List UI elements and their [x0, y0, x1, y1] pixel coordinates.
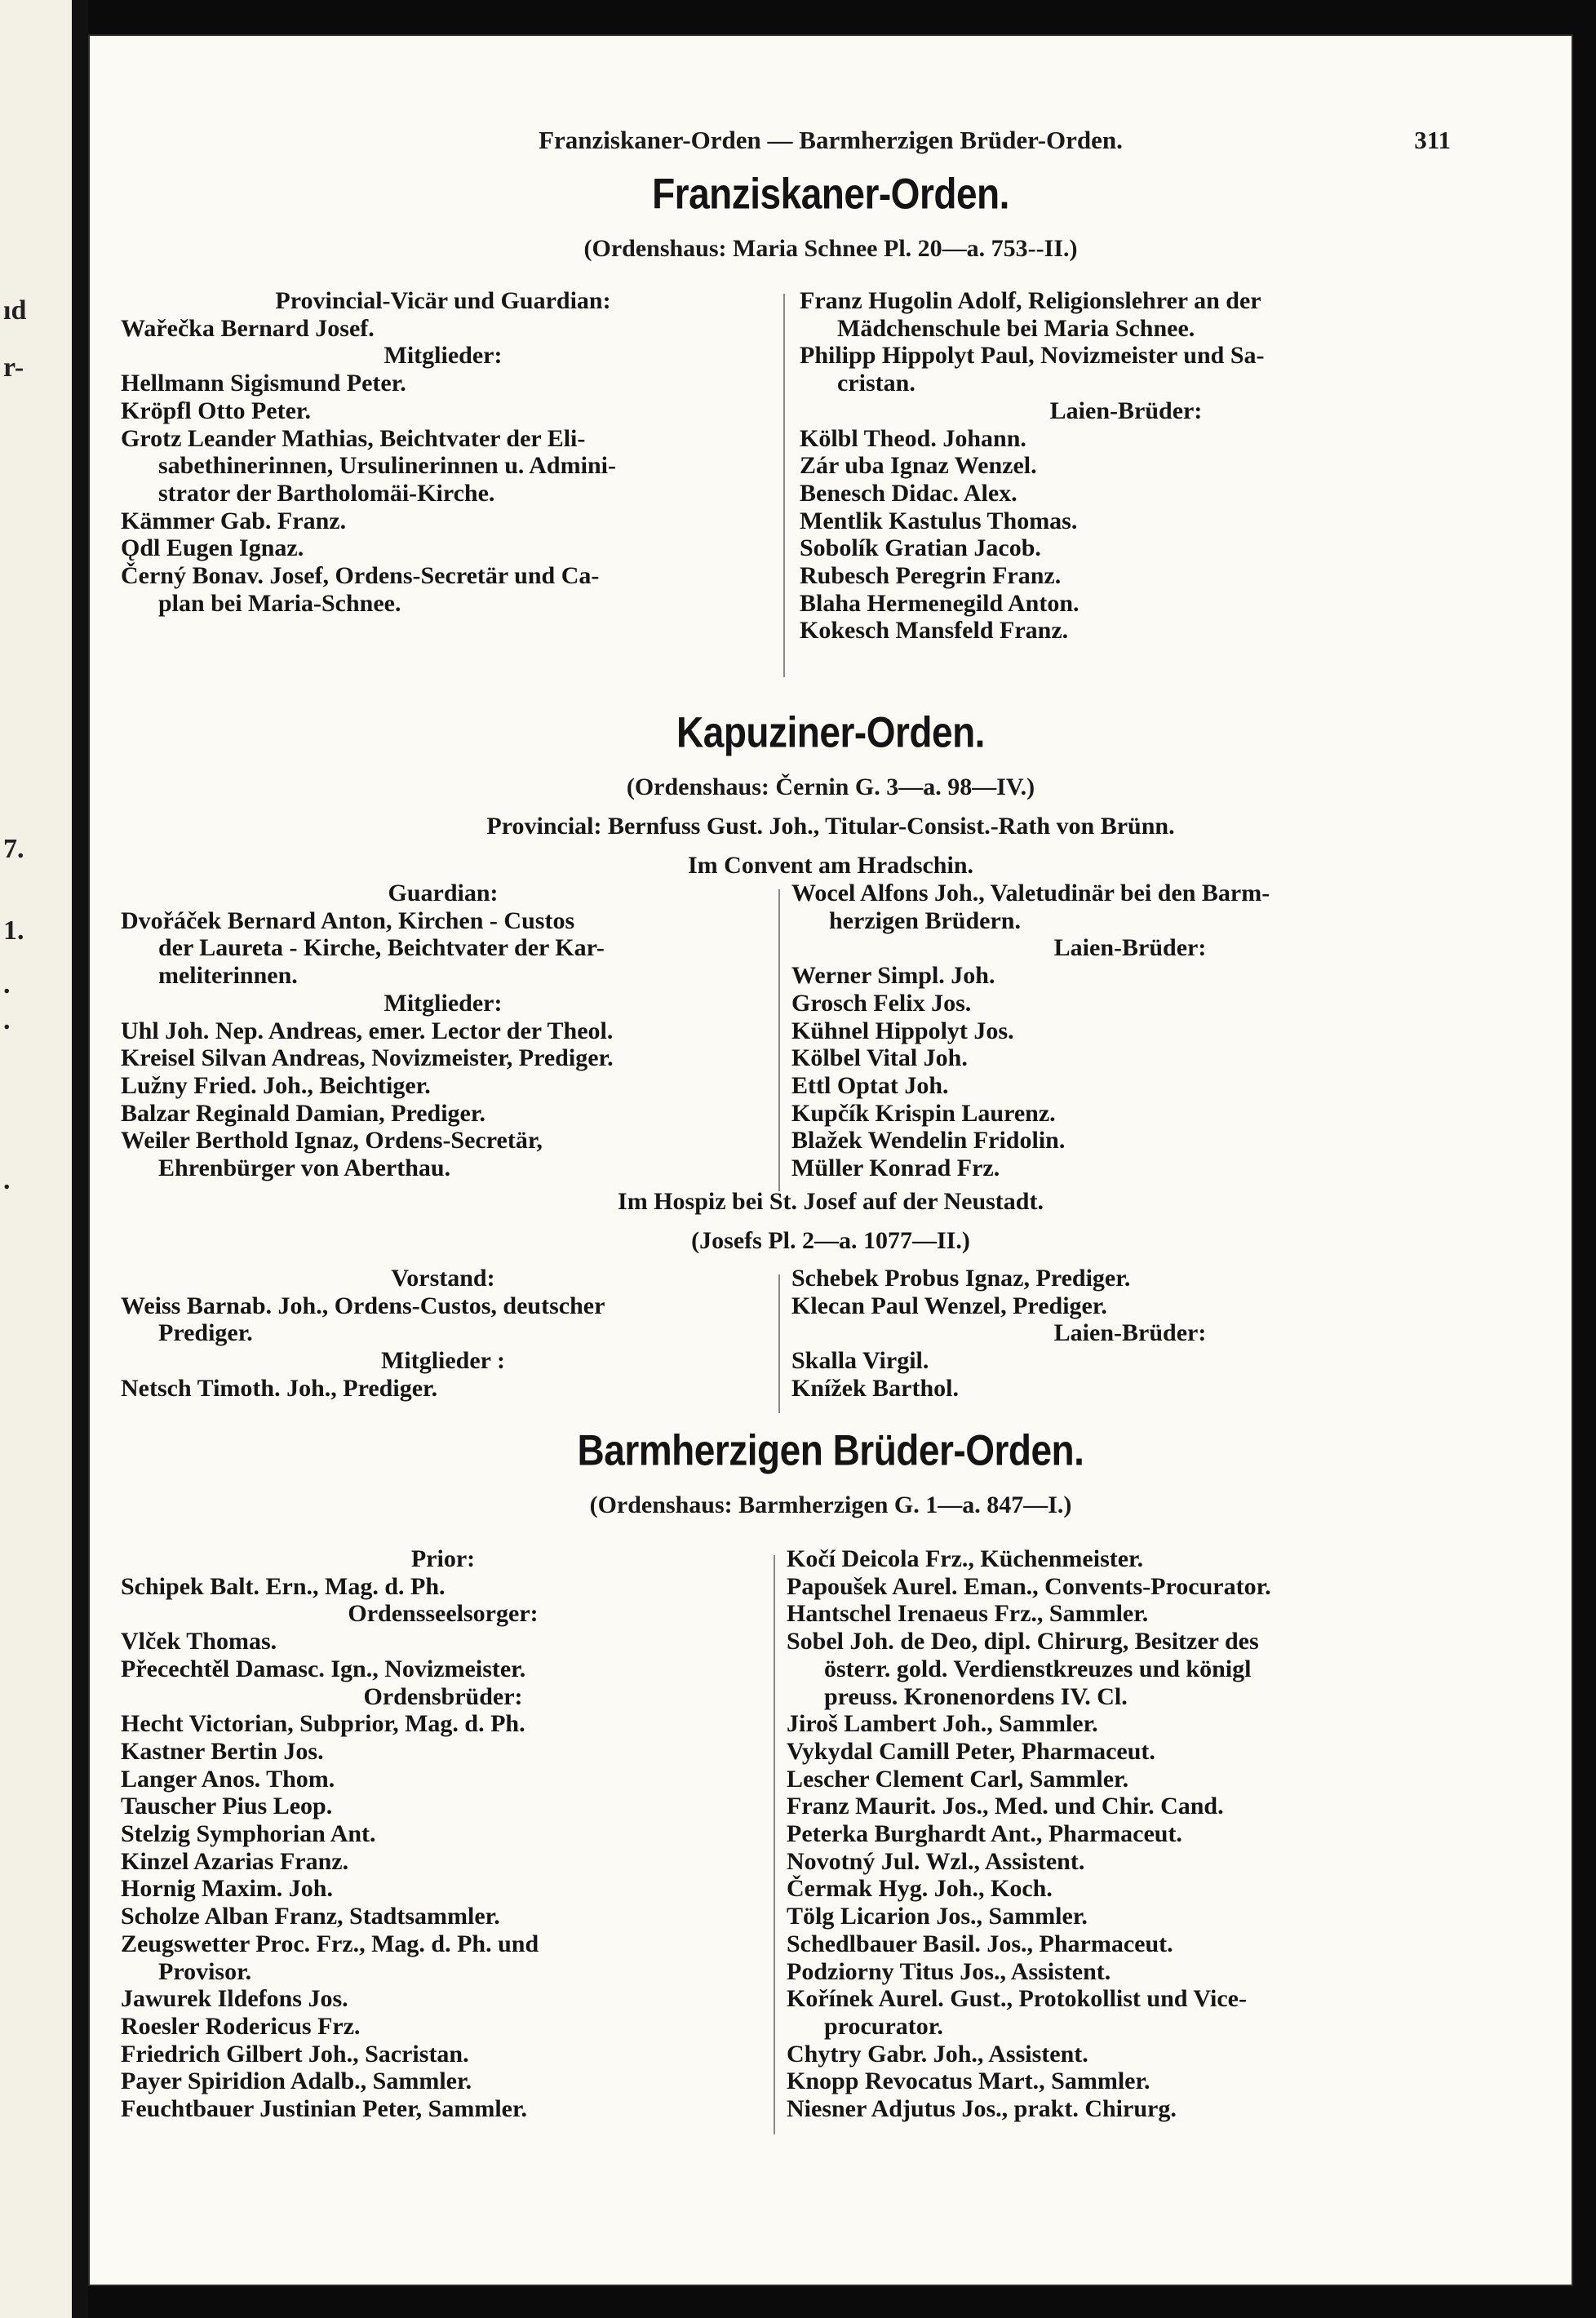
column-divider	[783, 294, 785, 677]
entry-continuation: meliterinnen.	[158, 962, 298, 990]
entry: Ettl Optat Joh.	[791, 1071, 949, 1099]
barmherzigen-left-column	[121, 1545, 765, 2123]
entry: Zeugswetter Proc. Frz., Mag. d. Ph. und	[121, 1930, 539, 1957]
kapuziner-left-column	[121, 880, 765, 1182]
subhead: Vorstand:	[391, 1265, 495, 1292]
entry-continuation: Ehrenbürger von Aberthau.	[158, 1155, 451, 1182]
entry: Stelzig Symphorian Ant.	[121, 1820, 376, 1848]
provincial-line: Provincial: Bernfuss Gust. Joh., Titular-Consist.-Rath von Brünn.	[486, 813, 1175, 840]
entry-continuation: strator der Bartholomäi-Kirche.	[158, 479, 495, 507]
entry-continuation: österr. gold. Verdienstkreuzes und königl	[824, 1655, 1252, 1682]
entry: Vykydal Camill Peter, Pharmaceut.	[787, 1737, 1155, 1765]
hospiz-left-column	[121, 1265, 765, 1403]
subhead: Mitglieder:	[383, 342, 503, 370]
entry: Franz Maurit. Jos., Med. und Chir. Cand.	[787, 1793, 1224, 1820]
entry: Kühnel Hippolyt Jos.	[791, 1017, 1014, 1044]
section-address-barmherzigen: (Ordenshaus: Barmherzigen G. 1—a. 847—I.)	[589, 1491, 1072, 1518]
hospiz-right-column	[791, 1265, 1469, 1403]
hospiz-heading: Im Hospiz bei St. Josef auf der Neustadt.	[618, 1188, 1044, 1215]
entry: Kořínek Aurel. Gust., Protokollist und Vice-	[787, 1985, 1247, 2013]
entry: Čermak Hyg. Joh., Koch.	[787, 1875, 1053, 1903]
column-divider	[778, 1274, 780, 1413]
entry: Peterka Burghardt Ant., Pharmaceut.	[787, 1820, 1182, 1848]
section-title-franziskaner: Franziskaner-Orden.	[652, 169, 1009, 218]
page-gutter	[72, 0, 88, 2318]
entry: Lescher Clement Carl, Sammler.	[787, 1765, 1129, 1793]
entry: Roesler Rodericus Frz.	[121, 2012, 361, 2040]
section-title-kapuziner: Kapuziner-Orden.	[676, 707, 985, 756]
entry: Knopp Revocatus Mart., Sammler.	[787, 2068, 1150, 2095]
margin-fragment: 7.	[3, 834, 24, 864]
entry: Schebek Probus Ignaz, Prediger.	[791, 1265, 1131, 1292]
entry: Klecan Paul Wenzel, Prediger.	[791, 1292, 1107, 1319]
entry: Grotz Leander Mathias, Beichtvater der Eli-	[121, 424, 586, 452]
entry: Balzar Reginald Damian, Prediger.	[121, 1099, 485, 1127]
entry: Ǫdl Eugen Ignaz.	[121, 534, 304, 562]
entry: Franz Hugolin Adolf, Religionslehrer an der	[800, 287, 1261, 314]
entry: Blaha Hermenegild Anton.	[800, 589, 1080, 617]
subhead: Provincial-Vicär und Guardian:	[275, 287, 611, 314]
subhead: Ordensbrüder:	[363, 1682, 523, 1710]
entry: Uhl Joh. Nep. Andreas, emer. Lector der Theol.	[121, 1017, 614, 1044]
entry-continuation: plan bei Maria-Schnee.	[158, 589, 401, 617]
entry-continuation: preuss. Kronenordens IV. Cl.	[824, 1682, 1128, 1710]
entry-continuation: Mädchenschule bei Maria Schnee.	[837, 314, 1195, 342]
entry: Grosch Felix Jos.	[791, 989, 972, 1017]
entry-continuation: sabethinerinnen, Ursulinerinnen u. Admini-	[158, 452, 616, 480]
entry-continuation: procurator.	[824, 2012, 943, 2040]
entry: Scholze Alban Franz, Stadtsammler.	[121, 1903, 500, 1930]
entry: Kröpfl Otto Peter.	[121, 397, 311, 424]
franziskaner-left-column	[121, 287, 765, 617]
entry: Wocel Alfons Joh., Valetudinär bei den Barm-	[791, 880, 1270, 906]
entry: Chytry Gabr. Joh., Assistent.	[787, 2040, 1088, 2068]
entry-continuation: cristan.	[837, 370, 915, 397]
entry: Mentlik Kastulus Thomas.	[800, 507, 1078, 534]
kapuziner-right-column	[791, 880, 1469, 1182]
entry: Kinzel Azarias Franz.	[121, 1847, 349, 1875]
column-divider	[774, 1555, 775, 2134]
margin-fragment: .	[3, 969, 11, 999]
adjacent-page-strip	[0, 0, 72, 2318]
entry: Přecechtěl Damasc. Ign., Novizmeister.	[121, 1655, 526, 1682]
subhead: Ordensseelsorger:	[348, 1600, 539, 1628]
subhead: Laien-Brüder:	[1053, 1319, 1207, 1347]
entry: Jiroš Lambert Joh., Sammler.	[787, 1710, 1098, 1738]
barmherzigen-right-column	[787, 1545, 1464, 2123]
entry: Müller Konrad Frz.	[791, 1155, 1000, 1182]
subhead: Mitglieder :	[381, 1347, 505, 1375]
entry: Skalla Virgil.	[791, 1347, 929, 1375]
margin-fragment: .	[3, 1005, 11, 1035]
subhead: Mitglieder:	[383, 989, 503, 1017]
entry-continuation: Provisor.	[158, 1957, 252, 1985]
entry-continuation: herzigen Brüdern.	[829, 906, 1021, 934]
entry-continuation: der Laureta - Kirche, Beichtvater der Kar-	[158, 934, 605, 962]
subhead: Guardian:	[388, 880, 499, 906]
entry: Philipp Hippolyt Paul, Novizmeister und Sa-	[800, 342, 1265, 370]
entry: Niesner Adjutus Jos., prakt. Chirurg.	[787, 2095, 1177, 2123]
section-address-franziskaner: (Ordenshaus: Maria Schnee Pl. 20—a. 753--II.)	[583, 235, 1078, 262]
entry: Černý Bonav. Josef, Ordens-Secretär und Ca-	[121, 562, 600, 590]
entry: Kokesch Mansfeld Franz.	[800, 617, 1069, 645]
column-divider	[778, 889, 780, 1191]
entry: Dvořáček Bernard Anton, Kirchen - Custos	[121, 906, 575, 934]
subhead: Prior:	[410, 1545, 476, 1572]
entry: Kämmer Gab. Franz.	[121, 507, 347, 534]
entry: Weiss Barnab. Joh., Ordens-Custos, deutscher	[121, 1292, 605, 1319]
entry: Vlček Thomas.	[121, 1628, 277, 1655]
franziskaner-right-column	[800, 287, 1452, 645]
hospiz-address: (Josefs Pl. 2—a. 1077—II.)	[691, 1227, 970, 1254]
entry: Netsch Timoth. Joh., Prediger.	[121, 1374, 438, 1402]
entry: Payer Spiridion Adalb., Sammler.	[121, 2068, 472, 2095]
entry: Feuchtbauer Justinian Peter, Sammler.	[121, 2095, 528, 2123]
entry: Hellmann Sigismund Peter.	[121, 370, 406, 397]
entry: Kölbel Vital Joh.	[791, 1044, 968, 1072]
convent-heading: Im Convent am Hradschin.	[687, 852, 974, 879]
entry: Kölbl Theod. Johann.	[800, 424, 1026, 452]
entry: Weiler Berthold Ignaz, Ordens-Secretär,	[121, 1127, 543, 1155]
entry: Zár uba Ignaz Wenzel.	[800, 452, 1037, 480]
entry: Hornig Maxim. Joh.	[121, 1875, 333, 1903]
entry: Rubesch Peregrin Franz.	[800, 562, 1062, 590]
entry: Papoušek Aurel. Eman., Convents-Procurator.	[787, 1572, 1271, 1600]
margin-fragment: r-	[3, 352, 24, 383]
entry: Sobolík Gratian Jacob.	[800, 534, 1041, 562]
entry: Hantschel Irenaeus Frz., Sammler.	[787, 1600, 1149, 1628]
entry: Jawurek Ildefons Jos.	[121, 1985, 348, 2013]
entry: Hecht Victorian, Subprior, Mag. d. Ph.	[121, 1710, 525, 1738]
entry: Werner Simpl. Joh.	[791, 962, 995, 990]
margin-fragment: ıd	[3, 295, 27, 326]
margin-fragment: .	[3, 1165, 11, 1195]
entry: Blažek Wendelin Fridolin.	[791, 1127, 1066, 1155]
entry: Sobel Joh. de Deo, dipl. Chirurg, Besitzer des	[787, 1628, 1259, 1655]
entry: Tauscher Pius Leop.	[121, 1793, 333, 1820]
page-header	[88, 126, 1573, 166]
entry: Wařečka Bernard Josef.	[121, 314, 375, 342]
entry: Lužny Fried. Joh., Beichtiger.	[121, 1071, 431, 1099]
entry: Kreisel Silvan Andreas, Novizmeister, Prediger.	[121, 1044, 614, 1072]
entry: Schedlbauer Basil. Jos., Pharmaceut.	[787, 1930, 1173, 1957]
section-address-kapuziner: (Ordenshaus: Černin G. 3—a. 98—IV.)	[626, 773, 1035, 800]
entry: Schipek Balt. Ern., Mag. d. Ph.	[121, 1572, 446, 1600]
entry-continuation: Prediger.	[158, 1319, 253, 1347]
entry: Tölg Licarion Jos., Sammler.	[787, 1903, 1088, 1930]
entry: Langer Anos. Thom.	[121, 1765, 335, 1793]
entry: Knížek Barthol.	[791, 1374, 960, 1402]
subhead: Laien-Brüder:	[1053, 934, 1207, 962]
entry: Friedrich Gilbert Joh., Sacristan.	[121, 2040, 469, 2068]
entry: Podziorny Titus Jos., Assistent.	[787, 1957, 1111, 1985]
entry: Kupčík Krispin Laurenz.	[791, 1099, 1056, 1127]
margin-fragment: 1.	[3, 915, 24, 946]
entry: Benesch Didac. Alex.	[800, 479, 1017, 507]
entry: Kastner Bertin Jos.	[121, 1737, 324, 1765]
section-title-barmherzigen: Barmherzigen Brüder-Orden.	[577, 1425, 1084, 1474]
running-head: Franziskaner-Orden — Barmherzigen Brüder-Orden.	[539, 126, 1123, 154]
entry: Novotný Jul. Wzl., Assistent.	[787, 1847, 1085, 1875]
page-number: 311	[1414, 126, 1451, 154]
document-page	[88, 34, 1573, 2286]
entry: Kočí Deicola Frz., Küchenmeister.	[787, 1545, 1144, 1572]
subhead: Laien-Brüder:	[1049, 397, 1203, 424]
